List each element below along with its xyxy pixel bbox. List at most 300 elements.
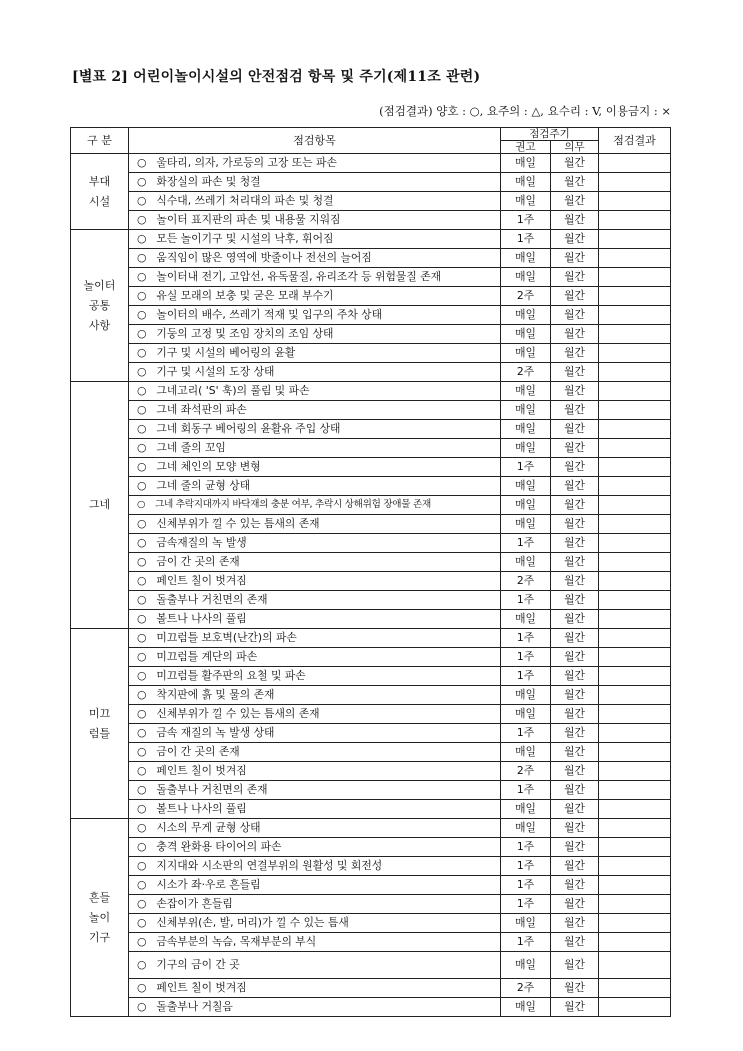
recommend-cycle-cell: 매일 [501,800,551,819]
result-cell[interactable] [599,458,671,477]
item-cell [129,857,501,876]
table-row [71,998,671,1017]
result-cell[interactable] [599,230,671,249]
item-cell [129,325,501,344]
result-cell[interactable] [599,979,671,998]
item-text: 그네 줄의 균형 상태 [156,479,251,492]
item-text: 움직임이 많은 영역에 밧줄이나 전선의 늘어짐 [156,251,372,264]
header-result: 점검결과 [599,128,671,154]
item-marker: ○ [137,460,147,473]
item-text: 신체부위(손, 발, 머리)가 낄 수 있는 틈새 [156,916,349,929]
item-marker: ○ [137,958,147,971]
recommend-cycle-cell: 1주 [501,895,551,914]
recommend-cycle-cell: 1주 [501,933,551,952]
item-marker: ○ [137,156,147,169]
recommend-cycle-cell: 2주 [501,572,551,591]
header-recommend: 권고 [501,141,551,154]
header-item: 점검항목 [129,128,501,154]
item-marker: ○ [137,517,147,530]
item-text: 페인트 칠이 벗겨짐 [156,981,247,994]
item-text: 울타리, 의자, 가로등의 고장 또는 파손 [156,156,337,169]
result-cell[interactable] [599,781,671,800]
recommend-cycle-cell: 매일 [501,154,551,173]
table-row [71,724,671,743]
table-row [71,686,671,705]
item-cell [129,230,501,249]
item-text: 기구의 금이 간 곳 [156,958,240,971]
mandatory-cycle-cell: 월간 [551,933,599,952]
mandatory-cycle-cell: 월간 [551,979,599,998]
item-marker: ○ [137,251,147,264]
result-cell[interactable] [599,952,671,979]
item-marker: ○ [137,935,147,948]
recommend-cycle-cell: 1주 [501,534,551,553]
item-text: 금이 간 곳의 존재 [156,745,240,758]
item-marker: ○ [137,403,147,416]
category-cell: 흔들 놀이 기구 [71,819,129,1017]
recommend-cycle-cell: 매일 [501,819,551,838]
result-cell[interactable] [599,363,671,382]
table-row [71,933,671,952]
recommend-cycle-cell: 매일 [501,401,551,420]
result-cell[interactable] [599,553,671,572]
item-text: 그네고리( 'S' 훅)의 풀림 및 파손 [156,384,310,397]
item-cell [129,458,501,477]
mandatory-cycle-cell: 월간 [551,667,599,686]
item-marker: ○ [137,707,147,720]
recommend-cycle-cell: 매일 [501,173,551,192]
result-cell[interactable] [599,496,671,515]
header-cycle: 점검주기 [501,128,599,141]
result-cell[interactable] [599,344,671,363]
table-row [71,591,671,610]
mandatory-cycle-cell: 월간 [551,401,599,420]
item-cell [129,173,501,192]
item-marker: ○ [137,499,146,510]
mandatory-cycle-cell: 월간 [551,458,599,477]
mandatory-cycle-cell: 월간 [551,800,599,819]
document-title: [별표 2] 어린이놀이시설의 안전점검 항목 및 주기(제11조 관련) [72,69,481,85]
recommend-cycle-cell: 매일 [501,439,551,458]
item-cell [129,477,501,496]
mandatory-cycle-cell: 월간 [551,420,599,439]
item-text: 놀이터 표지판의 파손 및 내용물 지워짐 [156,213,341,226]
category-cell: 놀이터 공통 사항 [71,230,129,382]
item-marker: ○ [137,783,147,796]
result-cell[interactable] [599,648,671,667]
recommend-cycle-cell: 1주 [501,876,551,895]
table-row [71,230,671,249]
item-text: 그네 회동구 베어링의 윤활유 주입 상태 [156,422,341,435]
table-row [71,496,671,515]
recommend-cycle-cell: 매일 [501,420,551,439]
item-text: 페인트 칠이 벗겨짐 [156,764,247,777]
mandatory-cycle-cell: 월간 [551,192,599,211]
item-marker: ○ [137,745,147,758]
table-row [71,515,671,534]
result-cell[interactable] [599,838,671,857]
item-cell [129,686,501,705]
item-marker: ○ [137,802,147,815]
recommend-cycle-cell: 1주 [501,838,551,857]
item-text: 충격 완화용 타이어의 파손 [156,840,282,853]
item-cell [129,629,501,648]
recommend-cycle-cell: 매일 [501,192,551,211]
mandatory-cycle-cell: 월간 [551,439,599,458]
item-cell [129,211,501,230]
item-cell [129,724,501,743]
mandatory-cycle-cell: 월간 [551,838,599,857]
header-mandatory: 의무 [551,141,599,154]
table-row [71,705,671,724]
item-cell [129,979,501,998]
table-body [71,154,671,1017]
item-cell [129,515,501,534]
item-marker: ○ [137,232,147,245]
result-cell[interactable] [599,857,671,876]
recommend-cycle-cell: 매일 [501,705,551,724]
result-cell[interactable] [599,154,671,173]
result-legend: (점검결과) 양호 : ○, 요주의 : △, 요수리 : V, 이용금지 : × [379,104,671,118]
mandatory-cycle-cell: 월간 [551,998,599,1017]
item-marker: ○ [137,688,147,701]
recommend-cycle-cell: 2주 [501,363,551,382]
item-marker: ○ [137,764,147,777]
item-cell [129,496,501,515]
item-text: 그네 체인의 모양 변형 [156,460,261,473]
item-cell [129,838,501,857]
item-marker: ○ [137,821,147,834]
item-cell [129,819,501,838]
item-cell [129,667,501,686]
mandatory-cycle-cell: 월간 [551,363,599,382]
recommend-cycle-cell: 2주 [501,979,551,998]
result-cell[interactable] [599,998,671,1017]
item-text: 신체부위가 낄 수 있는 틈새의 존재 [156,517,320,530]
item-cell [129,439,501,458]
item-marker: ○ [137,346,147,359]
table-row [71,439,671,458]
mandatory-cycle-cell: 월간 [551,325,599,344]
table-row [71,979,671,998]
item-cell [129,648,501,667]
category-cell: 그네 [71,382,129,629]
recommend-cycle-cell: 매일 [501,743,551,762]
item-marker: ○ [137,289,147,302]
recommend-cycle-cell: 매일 [501,998,551,1017]
item-text: 놀이터내 전기, 고압선, 유독물질, 유리조각 등 위험물질 존재 [156,270,442,283]
table-row [71,268,671,287]
table-row [71,762,671,781]
result-cell[interactable] [599,192,671,211]
result-cell[interactable] [599,895,671,914]
table-row [71,154,671,173]
recommend-cycle-cell: 매일 [501,914,551,933]
mandatory-cycle-cell: 월간 [551,154,599,173]
item-text: 화장실의 파손 및 청결 [156,175,261,188]
recommend-cycle-cell: 매일 [501,306,551,325]
item-text: 기구 및 시설의 베어링의 윤활 [156,346,296,359]
recommend-cycle-cell: 매일 [501,382,551,401]
header-category: 구 분 [71,128,129,154]
item-cell [129,287,501,306]
item-cell [129,914,501,933]
result-cell[interactable] [599,211,671,230]
item-text: 볼트나 나사의 풀림 [156,802,247,815]
result-cell[interactable] [599,287,671,306]
item-marker: ○ [137,897,147,910]
mandatory-cycle-cell: 월간 [551,268,599,287]
item-marker: ○ [137,175,147,188]
mandatory-cycle-cell: 월간 [551,591,599,610]
item-cell [129,952,501,979]
item-text: 미끄럼틀 보호벽(난간)의 파손 [156,631,297,644]
mandatory-cycle-cell: 월간 [551,344,599,363]
table-row [71,838,671,857]
recommend-cycle-cell: 매일 [501,477,551,496]
item-marker: ○ [137,669,147,682]
item-marker: ○ [137,859,147,872]
item-cell [129,705,501,724]
item-cell [129,382,501,401]
recommend-cycle-cell: 1주 [501,629,551,648]
item-marker: ○ [137,213,147,226]
table-row [71,477,671,496]
item-text: 볼트나 나사의 풀림 [156,612,247,625]
item-text: 돌출부나 거친면의 존재 [156,783,268,796]
item-text: 돌출부나 거칠음 [156,1000,233,1013]
item-text: 신체부위가 낄 수 있는 틈새의 존재 [156,707,320,720]
recommend-cycle-cell: 매일 [501,515,551,534]
item-text: 미끄럼틀 활주판의 요철 및 파손 [156,669,306,682]
recommend-cycle-cell: 1주 [501,667,551,686]
item-text: 손잡이가 흔들림 [156,897,233,910]
recommend-cycle-cell: 매일 [501,952,551,979]
table-row [71,857,671,876]
item-cell [129,781,501,800]
item-cell [129,591,501,610]
recommend-cycle-cell: 2주 [501,762,551,781]
item-cell [129,249,501,268]
mandatory-cycle-cell: 월간 [551,857,599,876]
table-row [71,173,671,192]
result-cell[interactable] [599,762,671,781]
result-cell[interactable] [599,914,671,933]
recommend-cycle-cell: 1주 [501,724,551,743]
result-cell[interactable] [599,800,671,819]
mandatory-cycle-cell: 월간 [551,572,599,591]
item-marker: ○ [137,479,147,492]
recommend-cycle-cell: 매일 [501,268,551,287]
recommend-cycle-cell: 2주 [501,287,551,306]
result-cell[interactable] [599,249,671,268]
item-text: 금속부분의 녹슴, 목재부분의 부식 [156,935,317,948]
table-row [71,458,671,477]
result-cell[interactable] [599,477,671,496]
item-cell [129,192,501,211]
table-row [71,800,671,819]
recommend-cycle-cell: 매일 [501,686,551,705]
result-cell[interactable] [599,743,671,762]
table-row [71,572,671,591]
result-cell[interactable] [599,667,671,686]
result-cell[interactable] [599,591,671,610]
item-marker: ○ [137,308,147,321]
item-text: 미끄럼틀 계단의 파손 [156,650,258,663]
result-cell[interactable] [599,705,671,724]
recommend-cycle-cell: 매일 [501,553,551,572]
item-text: 기구 및 시설의 도장 상태 [156,365,275,378]
item-text: 식수대, 쓰레기 처리대의 파손 및 청결 [156,194,334,207]
category-cell: 부대 시설 [71,154,129,230]
table-row [71,553,671,572]
item-cell [129,553,501,572]
result-cell[interactable] [599,876,671,895]
recommend-cycle-cell: 매일 [501,610,551,629]
table-row [71,781,671,800]
mandatory-cycle-cell: 월간 [551,477,599,496]
result-cell[interactable] [599,572,671,591]
item-cell [129,534,501,553]
result-cell[interactable] [599,724,671,743]
item-text: 모든 놀이기구 및 시설의 낙후, 휘어짐 [156,232,334,245]
result-cell[interactable] [599,325,671,344]
recommend-cycle-cell: 매일 [501,344,551,363]
item-text: 그네 줄의 꼬임 [156,441,226,454]
item-text: 놀이터의 배수, 쓰레기 적재 및 입구의 주차 상태 [156,308,383,321]
mandatory-cycle-cell: 월간 [551,819,599,838]
item-marker: ○ [137,981,147,994]
result-cell[interactable] [599,382,671,401]
item-cell [129,344,501,363]
item-marker: ○ [137,365,147,378]
result-cell[interactable] [599,420,671,439]
table-row [71,876,671,895]
table-row [71,211,671,230]
recommend-cycle-cell: 1주 [501,857,551,876]
result-cell[interactable] [599,173,671,192]
item-cell [129,154,501,173]
result-cell[interactable] [599,306,671,325]
table-row [71,287,671,306]
item-cell [129,401,501,420]
item-marker: ○ [137,555,147,568]
mandatory-cycle-cell: 월간 [551,173,599,192]
table-row [71,534,671,553]
mandatory-cycle-cell: 월간 [551,534,599,553]
table-row [71,914,671,933]
item-text: 금속 재질의 녹 발생 상태 [156,726,275,739]
item-cell [129,933,501,952]
table-row [71,819,671,838]
table-row [71,610,671,629]
result-cell[interactable] [599,686,671,705]
table-row [71,249,671,268]
result-cell[interactable] [599,933,671,952]
item-cell [129,743,501,762]
item-marker: ○ [137,612,147,625]
result-cell[interactable] [599,629,671,648]
recommend-cycle-cell: 1주 [501,458,551,477]
item-marker: ○ [137,726,147,739]
item-cell [129,363,501,382]
item-text: 유실 모래의 보충 및 굳은 모래 부수기 [156,289,334,302]
item-marker: ○ [137,650,147,663]
result-cell[interactable] [599,401,671,420]
table-row [71,325,671,344]
item-marker: ○ [137,270,147,283]
item-cell [129,762,501,781]
item-text: 그네 좌석판의 파손 [156,403,247,416]
table-row [71,895,671,914]
inspection-table [70,127,671,1017]
item-cell [129,800,501,819]
table-row [71,344,671,363]
mandatory-cycle-cell: 월간 [551,705,599,724]
result-cell[interactable] [599,534,671,553]
result-cell[interactable] [599,610,671,629]
mandatory-cycle-cell: 월간 [551,249,599,268]
recommend-cycle-cell: 매일 [501,325,551,344]
item-marker: ○ [137,194,147,207]
item-text: 착지판에 흙 및 물의 존재 [156,688,275,701]
item-text: 시소의 무게 균형 상태 [156,821,261,834]
item-marker: ○ [137,422,147,435]
mandatory-cycle-cell: 월간 [551,553,599,572]
mandatory-cycle-cell: 월간 [551,306,599,325]
recommend-cycle-cell: 매일 [501,496,551,515]
item-cell [129,306,501,325]
mandatory-cycle-cell: 월간 [551,724,599,743]
mandatory-cycle-cell: 월간 [551,382,599,401]
item-cell [129,420,501,439]
mandatory-cycle-cell: 월간 [551,952,599,979]
mandatory-cycle-cell: 월간 [551,230,599,249]
mandatory-cycle-cell: 월간 [551,743,599,762]
table-row [71,648,671,667]
item-text: 금속재질의 녹 발생 [156,536,247,549]
mandatory-cycle-cell: 월간 [551,496,599,515]
result-cell[interactable] [599,268,671,287]
mandatory-cycle-cell: 월간 [551,515,599,534]
item-cell [129,998,501,1017]
table-row [71,420,671,439]
mandatory-cycle-cell: 월간 [551,895,599,914]
item-marker: ○ [137,593,147,606]
table-row [71,629,671,648]
recommend-cycle-cell: 매일 [501,249,551,268]
item-marker: ○ [137,384,147,397]
item-cell [129,268,501,287]
table-row [71,667,671,686]
item-marker: ○ [137,878,147,891]
table-row [71,306,671,325]
item-marker: ○ [137,574,147,587]
result-cell[interactable] [599,439,671,458]
item-cell [129,895,501,914]
item-cell [129,572,501,591]
mandatory-cycle-cell: 월간 [551,686,599,705]
mandatory-cycle-cell: 월간 [551,648,599,667]
item-marker: ○ [137,916,147,929]
item-cell [129,610,501,629]
result-cell[interactable] [599,819,671,838]
item-marker: ○ [137,536,147,549]
table-row [71,401,671,420]
item-marker: ○ [137,840,147,853]
result-cell[interactable] [599,515,671,534]
item-marker: ○ [137,441,147,454]
